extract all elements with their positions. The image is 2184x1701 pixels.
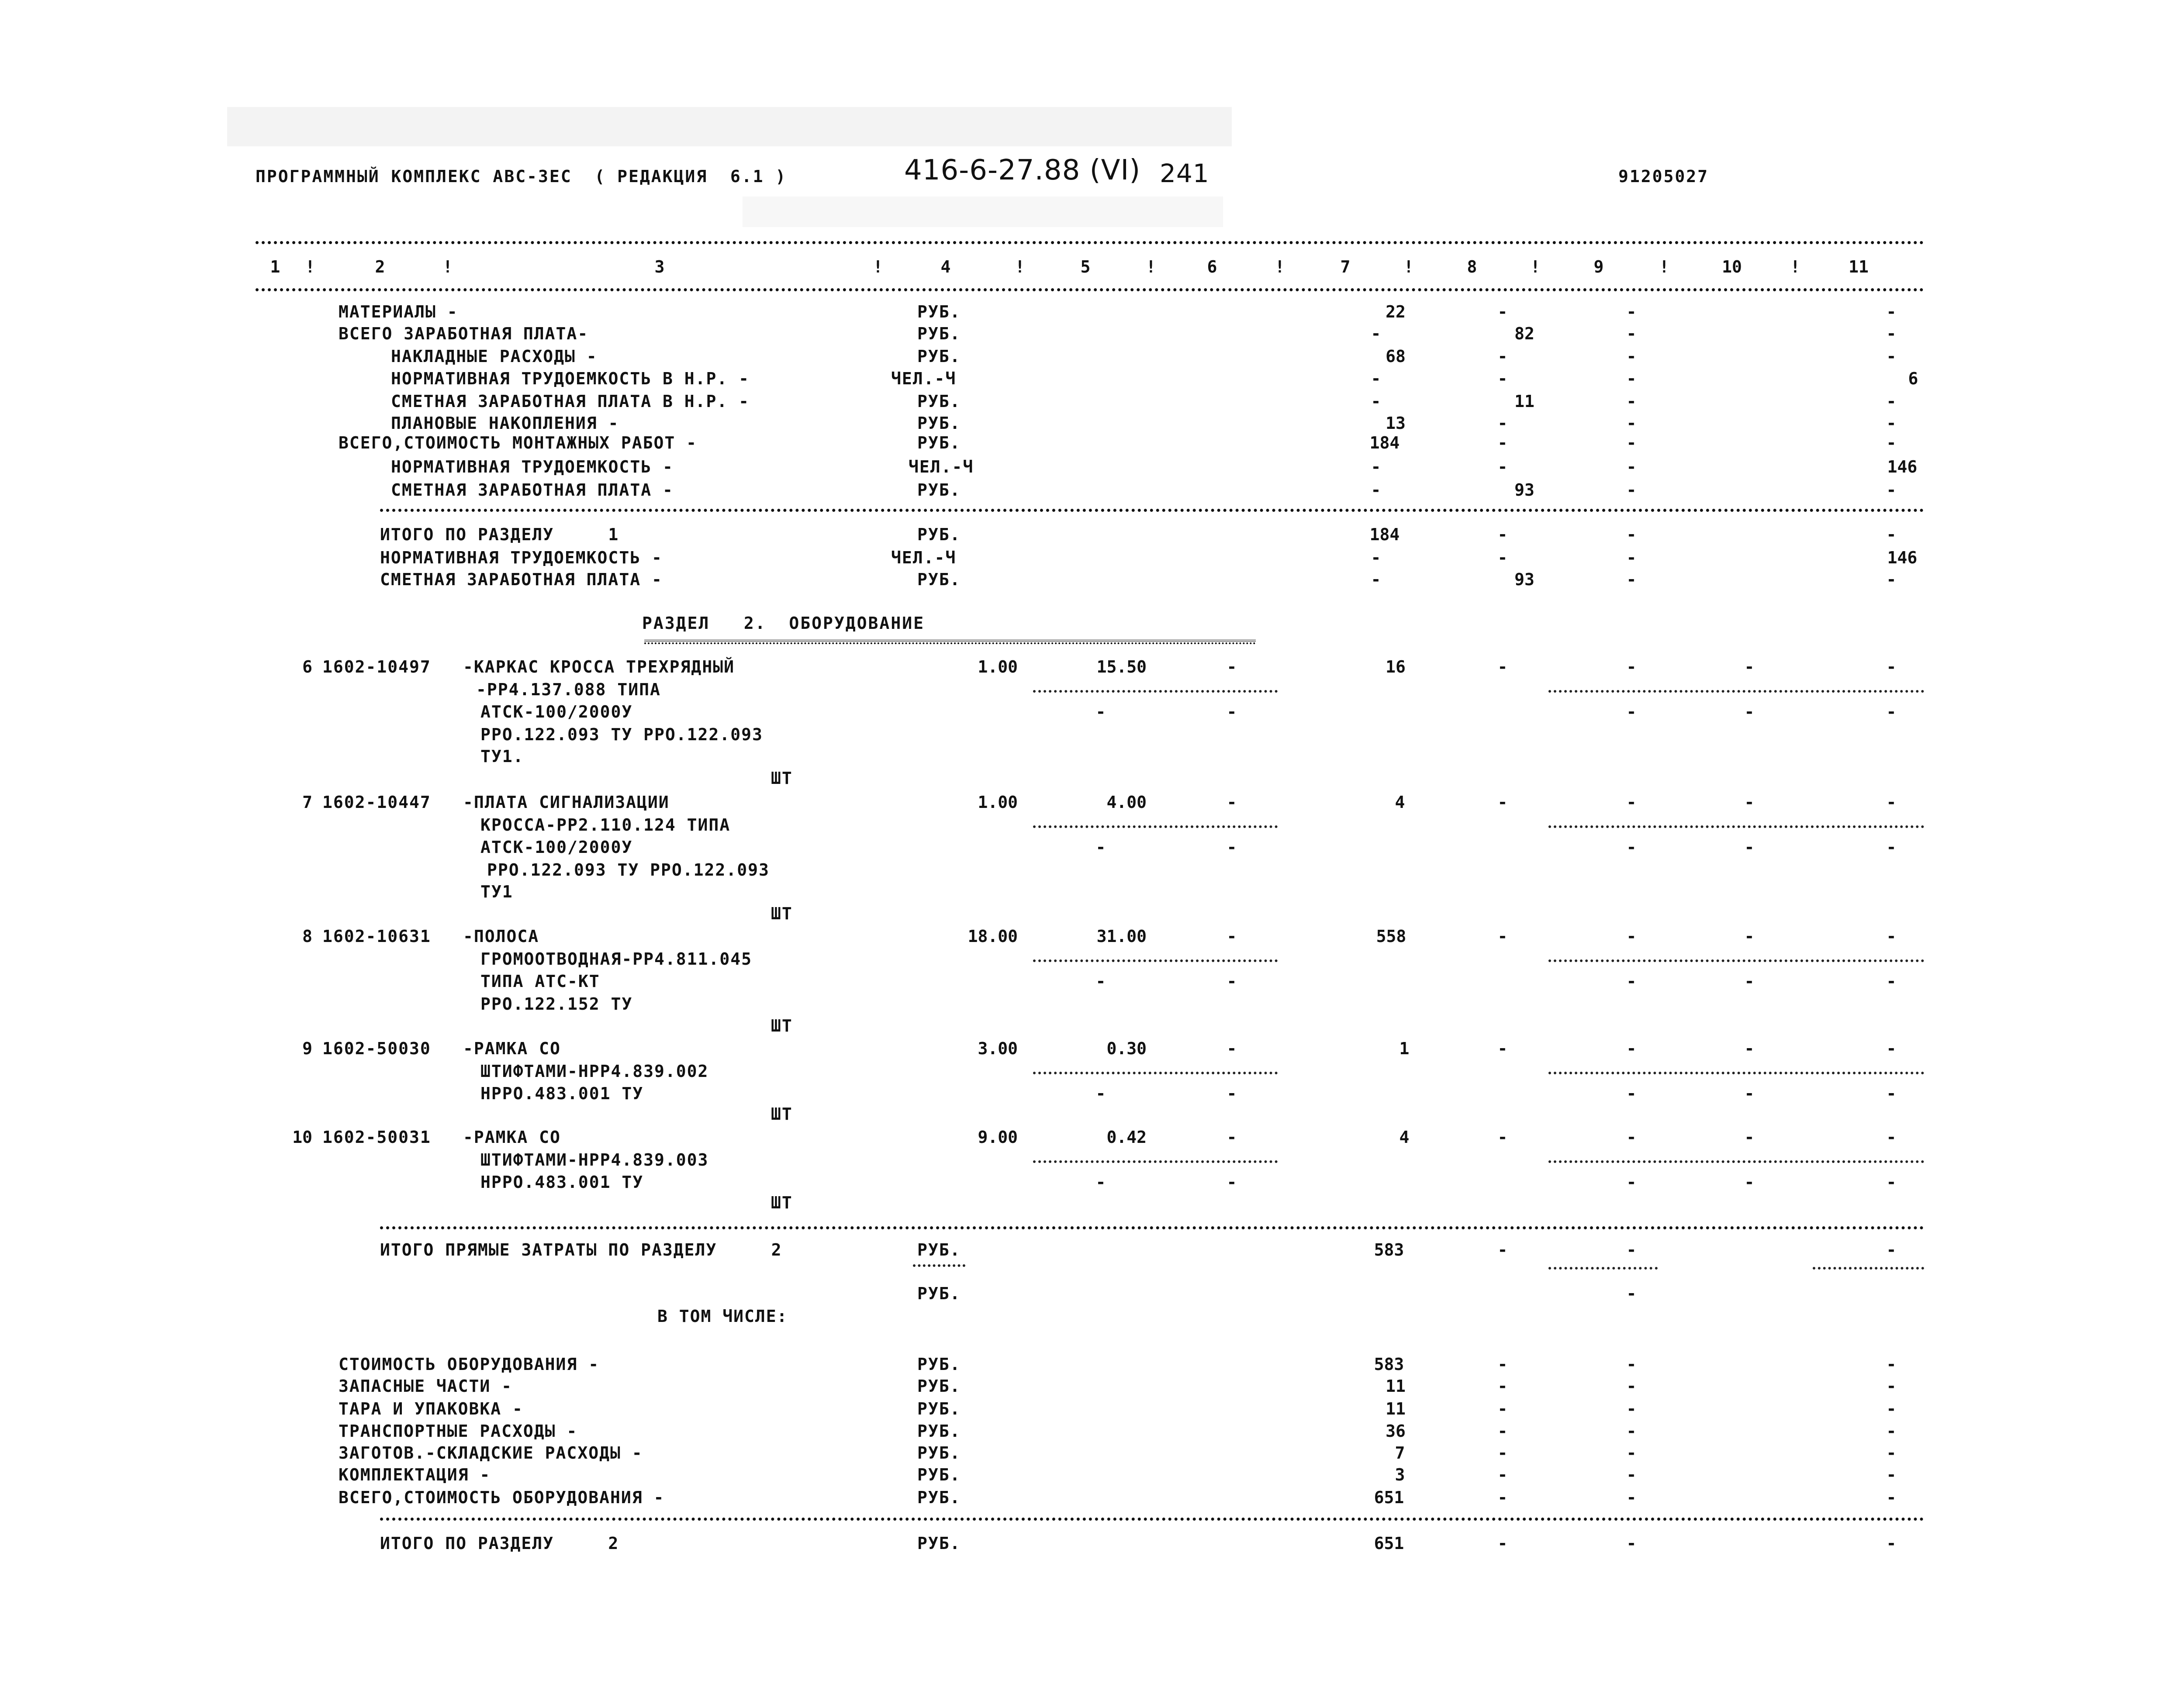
item-desc-line: НРРО.483.001 ТУ (480, 1173, 644, 1192)
item-desc-line: НРРО.483.001 ТУ (480, 1084, 644, 1103)
cell-s6: - (1227, 838, 1237, 857)
row-label: МАТЕРИАЛЫ - (339, 302, 458, 321)
cell-c9: - (1626, 392, 1637, 411)
cell-c11: - (1886, 1422, 1897, 1441)
cell-c8: - (1497, 1128, 1508, 1147)
cell-c7: 7 (1395, 1443, 1405, 1463)
cell-c7: - (1371, 548, 1381, 567)
col-separator: ! (1146, 257, 1156, 276)
row-label: НАКЛАДНЫЕ РАСХОДЫ - (391, 347, 598, 366)
col-head: 9 (1593, 257, 1604, 276)
cell-c11: - (1886, 1465, 1897, 1484)
cell-c11: - (1886, 433, 1897, 452)
item-desc-line: -ПЛАТА СИГНАЛИЗАЦИИ (463, 793, 670, 812)
cell-c11: - (1886, 392, 1897, 411)
cell-c11: - (1886, 927, 1897, 946)
row-unit: РУБ. (917, 480, 961, 500)
cell-c9: - (1626, 433, 1637, 452)
including-heading: В ТОМ ЧИСЛЕ: (657, 1307, 788, 1326)
col-separator: ! (1015, 257, 1025, 276)
handwritten-code: 416-6-27.88 (VI) (904, 154, 1141, 186)
row-unit: РУБ. (917, 1422, 961, 1441)
cell-s6: - (1227, 972, 1237, 991)
breakdown-row (0, 1423, 2184, 1440)
cell-c11: - (1886, 1240, 1897, 1259)
item-code: 1602-50031 (322, 1128, 431, 1147)
section1-row (0, 482, 2184, 499)
cell-c11: - (1886, 414, 1897, 433)
cell-s11: - (1886, 972, 1897, 991)
row-unit: РУБ. (917, 1399, 961, 1418)
cell-c8: - (1497, 1377, 1508, 1396)
cell-c11: - (1886, 1355, 1897, 1374)
item-desc-line: -РР4.137.088 ТИПА (476, 680, 661, 699)
row-unit: ЧЕЛ.-Ч (909, 457, 974, 476)
cell-s11: - (1886, 1084, 1897, 1103)
col-head: 5 (1080, 257, 1091, 276)
item-desc-line: ШТИФТАМИ-НРР4.839.002 (480, 1062, 709, 1081)
cell-c7: - (1371, 480, 1381, 500)
section1-row (0, 348, 2184, 366)
cell-c9: - (1626, 414, 1637, 433)
section1-row (0, 435, 2184, 452)
cell-c8: - (1497, 1355, 1508, 1374)
cell-c8: - (1497, 1534, 1508, 1553)
cell-c8: - (1497, 1399, 1508, 1418)
cell-c7: 583 (1374, 1355, 1404, 1374)
cell-c9: - (1626, 1465, 1637, 1484)
equipment-item (0, 928, 2184, 1033)
breakdown-row (0, 1378, 2184, 1395)
cell-c9: - (1626, 657, 1637, 676)
item-desc-line: ТИПА АТС-КТ (480, 972, 600, 991)
col-head: 4 (940, 257, 951, 276)
document-number: 91205027 (1618, 167, 1709, 186)
cell-c7: 651 (1374, 1534, 1404, 1553)
item-qty: 9.00 (978, 1128, 1018, 1147)
row-unit: РУБ. (917, 1355, 961, 1374)
cell-c11: - (1886, 1534, 1897, 1553)
cell-c8: - (1497, 414, 1508, 433)
cell-c9: - (1626, 1128, 1637, 1147)
cell-c7: 583 (1374, 1240, 1404, 1259)
col-head: 3 (654, 257, 665, 276)
cell-c8: - (1497, 1443, 1508, 1463)
row-label: КОМПЛЕКТАЦИЯ - (339, 1465, 491, 1484)
col-head: 6 (1207, 257, 1217, 276)
cell-c8: - (1497, 1488, 1508, 1507)
row-label: ВСЕГО,СТОИМОСТЬ ОБОРУДОВАНИЯ - (339, 1488, 665, 1507)
item-price: 0.42 (1106, 1128, 1147, 1147)
cell-c9: - (1626, 1355, 1637, 1374)
cell-c11: - (1886, 1128, 1897, 1147)
item-number: 8 (302, 927, 312, 946)
program-title: ПРОГРАММНЫЙ КОМПЛЕКС АВС-ЗЕС ( РЕДАКЦИЯ 6.1 ) (256, 167, 787, 186)
cell-c9: - (1626, 927, 1637, 946)
rule-section2-items-end (380, 1226, 1924, 1229)
item-desc-line: АТСК-100/2000У (480, 838, 633, 857)
cell-c6: - (1227, 1128, 1237, 1147)
equipment-item (0, 794, 2184, 925)
cell-c7: - (1371, 324, 1381, 343)
cell-s10: - (1744, 1173, 1755, 1192)
item-unit: ШТ (771, 904, 793, 923)
cell-c9: - (1626, 324, 1637, 343)
cell-c8: 82 (1514, 324, 1534, 343)
cell-c7: 184 (1369, 525, 1400, 544)
cell-c10: - (1744, 1128, 1755, 1147)
cell-c11: - (1886, 302, 1897, 321)
cell-s5: - (1095, 972, 1106, 991)
cell-c7: 68 (1386, 347, 1406, 366)
cell-c6: - (1227, 1039, 1237, 1058)
cell-s9: - (1626, 702, 1637, 721)
cell-c11: - (1886, 1488, 1897, 1507)
row-unit: РУБ. (917, 433, 961, 452)
row-label: ВСЕГО ЗАРАБОТНАЯ ПЛАТА- (339, 324, 589, 343)
item-code: 1602-10631 (322, 927, 431, 946)
col-separator: ! (873, 257, 883, 276)
rule-top (256, 241, 1924, 244)
cell-c9: - (1626, 1240, 1637, 1259)
item-desc-line: РРО.122.093 ТУ РРО.122.093 (480, 725, 763, 744)
cell-c9: - (1626, 1534, 1637, 1553)
cell-c8: 93 (1514, 570, 1534, 589)
breakdown-row (0, 1445, 2184, 1462)
section1-total-row (0, 526, 2184, 544)
cell-c7: - (1371, 392, 1381, 411)
item-code: 1602-10447 (322, 793, 431, 812)
col-separator: ! (1403, 257, 1414, 276)
col-head: 2 (375, 257, 385, 276)
row-label: ЗАГОТОВ.-СКЛАДСКИЕ РАСХОДЫ - (339, 1443, 643, 1463)
col-head: 1 (270, 257, 280, 276)
col-head: 7 (1340, 257, 1351, 276)
cell-c7: 3 (1395, 1465, 1405, 1484)
item-qty: 1.00 (978, 793, 1018, 812)
item-desc-line: -ПОЛОСА (463, 927, 539, 946)
cell-c11: - (1886, 525, 1897, 544)
section1-row (0, 370, 2184, 388)
row-label: НОРМАТИВНАЯ ТРУДОЕМКОСТЬ - (391, 457, 674, 476)
cell-c9: - (1626, 525, 1637, 544)
cell-c7: 11 (1386, 1399, 1406, 1418)
row-label: ИТОГО ПО РАЗДЕЛУ 2 (380, 1534, 619, 1553)
cell-c7: 4 (1395, 793, 1405, 812)
row-unit: РУБ. (917, 414, 961, 433)
item-unit: ШТ (771, 769, 793, 788)
item-desc-line: ГРОМООТВОДНАЯ-РР4.811.045 (480, 949, 752, 969)
item-qty: 18.00 (968, 927, 1018, 946)
row-label: СМЕТНАЯ ЗАРАБОТНАЯ ПЛАТА - (391, 480, 674, 500)
cell-c9: - (1626, 1039, 1637, 1058)
item-code: 1602-50030 (322, 1039, 431, 1058)
cell-c8: - (1497, 433, 1508, 452)
row-label: СТОИМОСТЬ ОБОРУДОВАНИЯ - (339, 1355, 600, 1374)
cell-s6: - (1227, 1173, 1237, 1192)
column-header-row (0, 259, 2184, 276)
rule-header-bottom (256, 288, 1924, 291)
cell-c11: 6 (1908, 369, 1918, 388)
cell-c7: - (1371, 570, 1381, 589)
item-unit: ШТ (771, 1016, 793, 1035)
cell-c10: - (1744, 927, 1755, 946)
row-label: СМЕТНАЯ ЗАРАБОТНАЯ ПЛАТА - (380, 570, 663, 589)
cell-c7: 16 (1386, 657, 1406, 676)
cell-c8: - (1497, 1039, 1508, 1058)
section1-total-row (0, 571, 2184, 589)
rule-final (380, 1518, 1924, 1521)
scan-noise (227, 107, 1232, 146)
cell-c9: - (1626, 347, 1637, 366)
row-unit: РУБ. (917, 1534, 961, 1553)
cell-c8: 11 (1514, 392, 1534, 411)
cell-s10: - (1744, 838, 1755, 857)
cell-c11: - (1886, 570, 1897, 589)
cell-s6: - (1227, 1084, 1237, 1103)
section1-row (0, 415, 2184, 432)
cell-c11: - (1886, 793, 1897, 812)
row-label: СМЕТНАЯ ЗАРАБОТНАЯ ПЛАТА В Н.Р. - (391, 392, 750, 411)
cell-c9: - (1626, 1377, 1637, 1396)
row-unit: РУБ. (917, 1240, 961, 1259)
cell-c11: 146 (1887, 548, 1918, 567)
cell-c9: - (1626, 793, 1637, 812)
cell-c9: - (1626, 369, 1637, 388)
item-price: 15.50 (1096, 657, 1147, 676)
col-separator: ! (1659, 257, 1669, 276)
item-number: 9 (302, 1039, 312, 1058)
cell-s9: - (1626, 972, 1637, 991)
cell-c8: - (1497, 927, 1508, 946)
item-number: 7 (302, 793, 312, 812)
item-number: 6 (302, 657, 312, 676)
row-label: ВСЕГО,СТОИМОСТЬ МОНТАЖНЫХ РАБОТ - (339, 433, 697, 452)
equipment-item (0, 1129, 2184, 1212)
col-head: 8 (1467, 257, 1477, 276)
cell-c7: 184 (1369, 433, 1400, 452)
cell-c8: 93 (1514, 480, 1534, 500)
item-desc-line: ТУ1. (480, 747, 524, 766)
item-code: 1602-10497 (322, 657, 431, 676)
cell-s5: - (1095, 702, 1106, 721)
cell-s11: - (1886, 838, 1897, 857)
cell-s5: - (1095, 1173, 1106, 1192)
cell-c8: - (1497, 1422, 1508, 1441)
breakdown-row (0, 1489, 2184, 1507)
cell-c8: - (1497, 302, 1508, 321)
cell-c7: 4 (1399, 1128, 1410, 1147)
row-unit: РУБ. (917, 570, 961, 589)
cell-s10: - (1744, 702, 1755, 721)
cell-s5: - (1095, 838, 1106, 857)
cell-s11: - (1886, 702, 1897, 721)
cell-c11: - (1886, 657, 1897, 676)
cell-c9: - (1626, 570, 1637, 589)
cell-c11: - (1886, 1039, 1897, 1058)
cell-c7: 13 (1386, 414, 1406, 433)
cell-c9: - (1626, 1284, 1637, 1303)
cell-c11: - (1886, 324, 1897, 343)
cell-c6: - (1227, 927, 1237, 946)
cell-c10: - (1744, 657, 1755, 676)
row-unit: РУБ. (917, 1377, 961, 1396)
cell-c11: - (1886, 480, 1897, 500)
col-head: 10 (1722, 257, 1742, 276)
row-unit: РУБ. (917, 1465, 961, 1484)
item-desc-line: РРО.122.093 ТУ РРО.122.093 (487, 860, 770, 880)
cell-c8: - (1497, 525, 1508, 544)
breakdown-row (0, 1401, 2184, 1418)
cell-c9: - (1626, 548, 1637, 567)
section2-title: РАЗДЕЛ 2. ОБОРУДОВАНИЕ (642, 614, 925, 633)
cell-c8: - (1497, 793, 1508, 812)
cell-c7: 11 (1386, 1377, 1406, 1396)
rule-subtotal (380, 509, 1924, 512)
row-label: ПЛАНОВЫЕ НАКОПЛЕНИЯ - (391, 414, 619, 433)
item-desc-line: ШТИФТАМИ-НРР4.839.003 (480, 1150, 709, 1170)
cell-c9: - (1626, 1443, 1637, 1463)
row-unit: РУБ. (917, 324, 961, 343)
row-label: ИТОГО ПО РАЗДЕЛУ 1 (380, 525, 619, 544)
row-unit: РУБ. (917, 347, 961, 366)
cell-s9: - (1626, 1173, 1637, 1192)
cell-c11: - (1886, 1443, 1897, 1463)
cell-c8: - (1497, 369, 1508, 388)
cell-c8: - (1497, 457, 1508, 476)
cell-c8: - (1497, 1465, 1508, 1484)
row-unit: РУБ. (917, 392, 961, 411)
row-unit: РУБ. (917, 302, 961, 321)
item-desc-line: -КАРКАС КРОССА ТРЕХРЯДНЫЙ (463, 657, 735, 676)
cell-c9: - (1626, 302, 1637, 321)
cell-s10: - (1744, 1084, 1755, 1103)
cell-c7: 558 (1376, 927, 1406, 946)
section1-total-row (0, 549, 2184, 567)
cell-c11: 146 (1887, 457, 1918, 476)
cell-c7: 22 (1386, 302, 1406, 321)
item-price: 4.00 (1106, 793, 1147, 812)
cell-c7: - (1371, 369, 1381, 388)
cell-c7: 651 (1374, 1488, 1404, 1507)
cell-s11: - (1886, 1173, 1897, 1192)
scan-noise (743, 197, 1223, 227)
cell-s9: - (1626, 838, 1637, 857)
cell-s5: - (1095, 1084, 1106, 1103)
cell-c11: - (1886, 1399, 1897, 1418)
row-label: ИТОГО ПРЯМЫЕ ЗАТРАТЫ ПО РАЗДЕЛУ 2 (380, 1240, 782, 1259)
cell-c9: - (1626, 1399, 1637, 1418)
cell-c8: - (1497, 347, 1508, 366)
col-separator: ! (1275, 257, 1285, 276)
cell-s6: - (1227, 702, 1237, 721)
col-separator: ! (1790, 257, 1800, 276)
row-unit: РУБ. (917, 525, 961, 544)
section2-final-total (0, 1535, 2184, 1553)
cell-c7: 1 (1399, 1039, 1410, 1058)
section1-row (0, 459, 2184, 476)
cell-c7: - (1371, 457, 1381, 476)
equipment-item (0, 659, 2184, 790)
cell-c11: - (1886, 1377, 1897, 1396)
item-desc-line: -РАМКА СО (463, 1039, 561, 1058)
item-qty: 3.00 (978, 1039, 1018, 1058)
page-number: 241 (1160, 159, 1209, 188)
row-unit: РУБ. (917, 1443, 961, 1463)
item-unit: ШТ (771, 1104, 793, 1124)
item-price: 31.00 (1096, 927, 1147, 946)
cell-c6: - (1227, 657, 1237, 676)
row-label: НОРМАТИВНАЯ ТРУДОЕМКОСТЬ - (380, 548, 663, 567)
row-unit: РУБ. (917, 1488, 961, 1507)
item-desc-line: АТСК-100/2000У (480, 702, 633, 721)
row-label: ЗАПАСНЫЕ ЧАСТИ - (339, 1377, 513, 1396)
cell-c6: - (1227, 793, 1237, 812)
cell-c11: - (1886, 347, 1897, 366)
cell-c10: - (1744, 1039, 1755, 1058)
cell-c10: - (1744, 793, 1755, 812)
cell-c8: - (1497, 548, 1508, 567)
breakdown-row (0, 1466, 2184, 1484)
direct-costs-total (0, 1242, 2184, 1311)
item-number: 10 (292, 1128, 312, 1147)
item-unit: ШТ (771, 1193, 793, 1212)
cell-s9: - (1626, 1084, 1637, 1103)
cell-c9: - (1626, 1488, 1637, 1507)
row-label: НОРМАТИВНАЯ ТРУДОЕМКОСТЬ В Н.Р. - (391, 369, 750, 388)
item-desc-line: ТУ1 (480, 882, 513, 901)
col-head: 11 (1849, 257, 1869, 276)
section2-title-underline (644, 640, 1256, 644)
cell-c7: 36 (1386, 1422, 1406, 1441)
col-separator: ! (1530, 257, 1541, 276)
cell-s10: - (1744, 972, 1755, 991)
row-unit: ЧЕЛ.-Ч (891, 548, 957, 567)
item-price: 0.30 (1106, 1039, 1147, 1058)
col-separator: ! (442, 257, 453, 276)
item-desc-line: РРО.122.152 ТУ (480, 994, 633, 1014)
item-qty: 1.00 (978, 657, 1018, 676)
cell-c8: - (1497, 657, 1508, 676)
cell-c8: - (1497, 1240, 1508, 1259)
cell-c9: - (1626, 457, 1637, 476)
row-label: ТАРА И УПАКОВКА - (339, 1399, 523, 1418)
section1-row (0, 304, 2184, 321)
cell-c9: - (1626, 480, 1637, 500)
item-desc-line: КРОССА-РР2.110.124 ТИПА (480, 815, 731, 835)
section1-row (0, 325, 2184, 343)
item-desc-line: -РАМКА СО (463, 1128, 561, 1147)
cell-c9: - (1626, 1422, 1637, 1441)
row-unit: ЧЕЛ.-Ч (891, 369, 957, 388)
equipment-item (0, 1040, 2184, 1123)
breakdown-row (0, 1356, 2184, 1373)
row-label: ТРАНСПОРТНЫЕ РАСХОДЫ - (339, 1422, 578, 1441)
section1-row (0, 393, 2184, 411)
col-separator: ! (305, 257, 315, 276)
row-unit: РУБ. (917, 1284, 961, 1303)
